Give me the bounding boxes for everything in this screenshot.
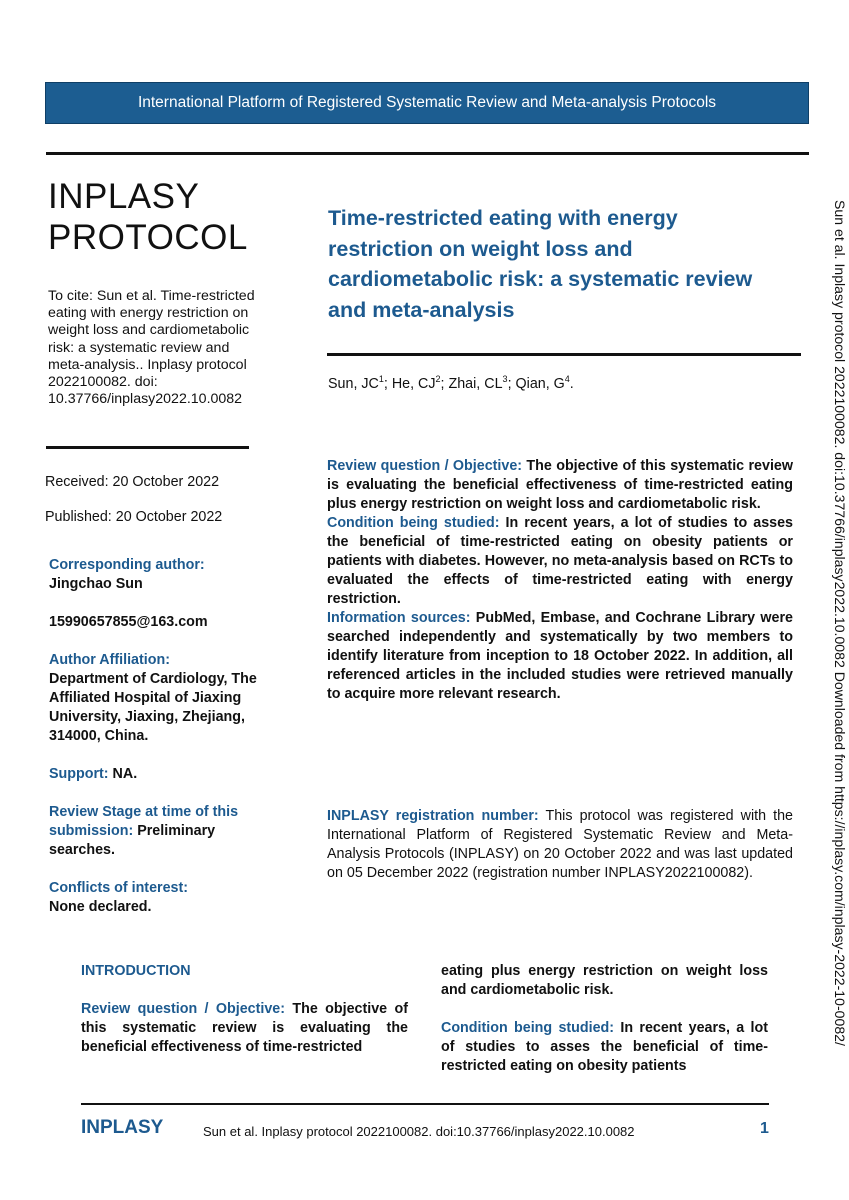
author-name: Qian, G (515, 375, 565, 392)
author-affiliation-marker: 4 (564, 374, 570, 384)
abstract-cond-text: In recent years, a lot of studies to asses the beneficial of time-restricted eating on obesity patients or patients with diabetes. However, no meta-analysis based on RCTs to evaluated the effects of time-restricted eating with energy restriction. (327, 515, 794, 607)
author-name: Sun, JC (328, 375, 379, 392)
protocol-heading-line1: INPLASY (48, 177, 200, 216)
received-date: Received: 20 October 2022 (45, 474, 220, 490)
citation-block: To cite: Sun et al. Time-restricted eating with energy restriction on weight loss and cardiometabolic risk: a systematic review and meta-analysis.. Inplasy protocol 2022100082. doi: 10.37766/inplasy2022.10.0082 (48, 288, 255, 408)
registration-label: INPLASY registration number: (327, 808, 539, 824)
author-separator: ; (383, 375, 392, 392)
abstract-rq-label: Review question / Objective: (327, 458, 523, 474)
abstract-cond-label: Condition being studied: (327, 515, 500, 531)
author-separator: ; (507, 375, 516, 392)
support-value: NA. (112, 766, 138, 782)
abstract-condition (327, 514, 793, 609)
protocol-heading-line2: PROTOCOL (48, 218, 248, 257)
body-condition (441, 1019, 768, 1076)
body-column-left (81, 962, 408, 1057)
abstract (327, 457, 793, 704)
body-rq-continued: eating plus energy restriction on weight loss and cardiometabolic risk. (441, 963, 768, 998)
body-cond-label: Condition being studied: (441, 1020, 615, 1036)
author-affiliation-marker: 1 (378, 374, 384, 384)
published-date: Published: 20 October 2022 (45, 509, 223, 525)
protocol-heading (48, 176, 248, 258)
corresponding-author-label: Corresponding author: (49, 557, 205, 573)
footer-brand: INPLASY (81, 1117, 164, 1138)
paper-title: Time-restricted eating with energy restriction on weight loss and cardiometabolic risk: a systematic review and meta-analysis (328, 206, 753, 322)
footer-rule (81, 1103, 769, 1105)
affiliation-value: Department of Cardiology, The Affiliated Hospital of Jiaxing University, Jiaxing, Zhejiang, 314000, China. (49, 671, 257, 744)
review-stage (49, 803, 264, 860)
registration-text: This protocol was registered with the International Platform of Registered Systematic Review and Meta-Analysis Protocols (INPLASY) on 20 October 2022 and was last updated on 05 December 2022 (registration number INPLASY2022100082). (327, 808, 794, 881)
body-cond-text: In recent years, a lot of studies to asses the beneficial of time-restricted eating on obesity patients (441, 1020, 769, 1074)
download-watermark-text: Sun et al. Inplasy protocol 2022100082. doi:10.37766/inplasy2022.10.0082 Downloaded from https://inplasy.com/inplasy-2022-10-0082/ (832, 200, 848, 1046)
author-affiliation-marker: 2 (435, 374, 441, 384)
support-label: Support: (49, 766, 109, 782)
abstract-rq-text: The objective of this systematic review is evaluating the beneficial effectiveness of time-restricted eating plus energy restriction on weight loss and cardiometabolic risk. (327, 458, 793, 512)
author-affiliation-marker: 3 (502, 374, 508, 384)
abstract-info-label: Information sources: (327, 610, 471, 626)
conflicts-label: Conflicts of interest: (49, 880, 189, 896)
body-column-right (441, 962, 768, 1076)
review-stage-label: Review Stage at time of this submission: (49, 804, 239, 839)
corresponding-author-email[interactable]: 15990657855@163.com (49, 614, 208, 630)
author-separator: ; (440, 375, 449, 392)
author-meta (49, 556, 264, 917)
abstract-info-sources (327, 609, 793, 704)
footer-citation: Sun et al. Inplasy protocol 2022100082. doi:10.37766/inplasy2022.10.0082 (203, 1124, 635, 1139)
abstract-review-question (327, 457, 793, 514)
author-list (328, 374, 574, 392)
page-number: 1 (760, 1120, 769, 1137)
corresponding-author-name: Jingchao Sun (49, 576, 143, 592)
author-separator: . (569, 375, 574, 392)
support-line (49, 765, 264, 784)
body-rq-label: Review question / Objective: (81, 1001, 286, 1017)
platform-banner (45, 82, 809, 124)
top-rule (46, 152, 809, 155)
left-rule (46, 446, 249, 449)
banner-text: International Platform of Registered Systematic Review and Meta-analysis Protocols (137, 94, 717, 111)
author-name: Zhai, CL (448, 375, 503, 392)
affiliation-label: Author Affiliation: (49, 652, 170, 668)
introduction-heading: INTRODUCTION (81, 963, 191, 979)
author-name: He, CJ (391, 375, 436, 392)
review-stage-value: Preliminary searches. (49, 823, 216, 858)
body-rq-text: The objective of this systematic review is evaluating the beneficial effectiveness of time-restricted (81, 1001, 408, 1055)
title-rule (327, 353, 801, 356)
conflicts-value: None declared. (49, 899, 152, 915)
abstract-info-text: PubMed, Embase, and Cochrane Library were searched independently and systematically by two members to identify literature from inception to 18 October 2022. In addition, all referenced articles in the included studies were retrieved manually to acquire more relevant research. (327, 610, 793, 702)
registration-statement (327, 807, 793, 883)
body-review-question (81, 1000, 408, 1057)
